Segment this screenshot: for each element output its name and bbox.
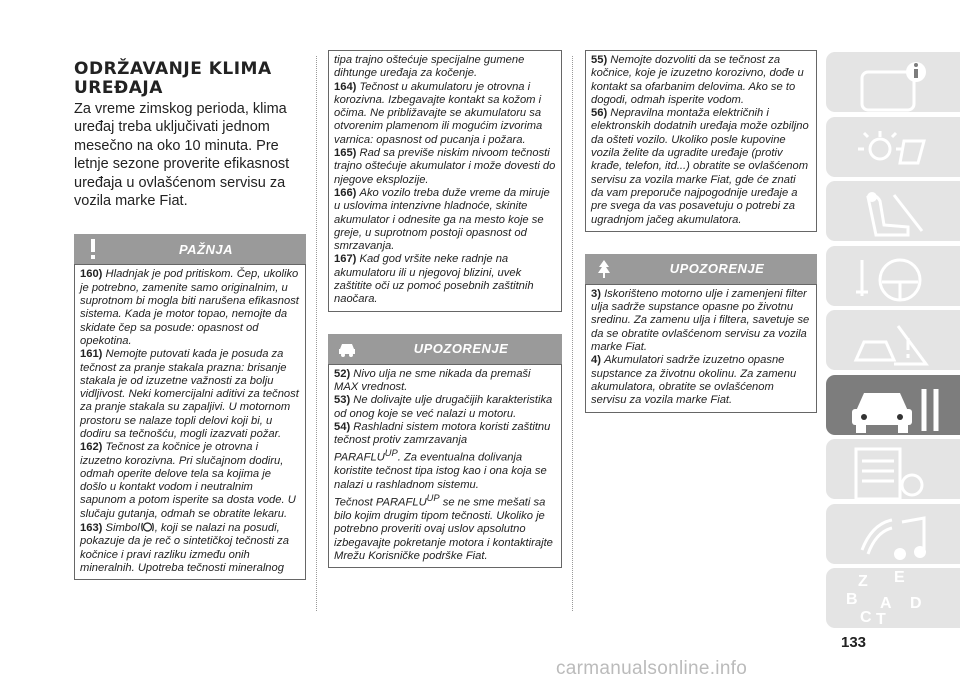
item-text: Akumulatori sadrže izuzetno opasne supstance za životnu okolinu. Za zamenu akumulatora, obratite se ovlašćenom servisu za vozila marke Fiat. <box>591 354 797 407</box>
item-number: 163) <box>80 522 106 535</box>
notice-header <box>328 334 562 364</box>
item-number: 166) <box>334 186 360 199</box>
warning-label: PAŽNJA <box>178 241 234 257</box>
sidebar-tab-car-wrench[interactable] <box>826 375 960 435</box>
item-text: Nepravilna montaža električnih i elektronskih dodatnih uređaja može ozbiljno da ošteti vozilo. Ukoliko posle kupovine vozila želite da ugradite uređaje (protiv krađe, telefon, itd...) obratite se ovlašćenom servisu za vozila marke Fiat, gde će znati da vam preporuče najpogodnije uređaje a pre svega da vas posavetuju o potrebi za ugradnjom jačeg akumulatora. <box>591 107 809 226</box>
warning-item <box>334 492 556 563</box>
item-text: PARAFLU <box>334 452 385 465</box>
warning-item <box>334 421 556 448</box>
intro-paragraph: Za vreme zimskog perioda, klima uređaj treba uključivati jednom mesečno na oko 10 minuta. Pre letnje sezone proverite efikasnost uređaja u ovlašćenom servisu za vozila marke Fiat. <box>74 101 290 210</box>
warning-block-pazanja <box>74 234 306 580</box>
warning-item <box>591 54 811 107</box>
item-text: Tečnost PARAFLU <box>334 496 427 509</box>
sidebar-tab-warning-lights[interactable] <box>826 117 960 177</box>
item-number: 167) <box>334 253 360 266</box>
warning-item <box>591 288 811 354</box>
sidebar-tab-multimedia[interactable] <box>826 504 960 564</box>
item-text: Iskorišteno motorno ulje i zamenjeni filter ulja sadrže supstance opasne po životnu sredinu. Za zamenu ulja i filtera, savetuje se da se obratite ovlašćenom servisu za vozila marke Fiat. <box>591 287 810 354</box>
item-text: tipa trajno oštećuje specijalne gumene dihtunge uređaja za kočenje. <box>334 54 525 80</box>
warning-block-upozorenje <box>328 334 562 569</box>
tree-icon <box>591 258 617 280</box>
item-number: 52) <box>334 367 354 380</box>
item-text: . Za eventualna dolivanja koristite tečnost tipa istog kao i ona koja se nalazi u rashladnom sistemu. <box>334 452 547 491</box>
sidebar-tab-info[interactable] <box>826 52 960 112</box>
item-number: 56) <box>591 107 611 120</box>
item-text: Rashladni sistem motora koristi zaštitnu tečnost protiv zamrzavanja <box>334 420 551 447</box>
svg-text:E: E <box>894 569 905 586</box>
warning-item <box>80 521 300 575</box>
item-text: Kad god vršite neke radnje na akumulatoru ili u njegovoj blizini, uvek zaštitite oči uz pomoć posebnih zaštitnih naočara. <box>334 253 534 306</box>
svg-text:A: A <box>880 595 892 612</box>
environment-label: UPOZORENJE <box>669 261 765 277</box>
warning-item <box>334 394 556 421</box>
item-text: Tečnost za kočnice je otrovna i izuzetno korozivna. Pri slučajnom dodiru, odmah operite delove tela sa kojima je došlo u kontakt vodom i neutralnim sapunom a potom isperite sa dosta vode. U slučaju gutanja, odmah se obratite lekaru. <box>80 441 296 520</box>
item-text: Nivo ulja ne sme nikada da premaši MAX vrednost. <box>334 367 531 393</box>
exclamation-icon <box>80 238 106 260</box>
item-number: 4) <box>591 354 605 367</box>
warning-item <box>334 253 556 306</box>
section-heading <box>74 60 306 98</box>
item-number: 55) <box>591 54 611 66</box>
item-text: Tečnost u akumulatoru je otrovna i korozivna. Izbegavajte kontakt sa kožom i očima. Ne približavajte se akumulatoru sa otvorenim plamenom ili mogućim izvorima varnica: opasnost od pucanja i požara. <box>334 80 543 146</box>
svg-text:B: B <box>846 591 858 608</box>
item-text: se ne sme mešati sa bilo kojim drugim tipom tečnosti. Ukoliko je potrebno proveriti ovaj uslov apsolutno izbegavajte pokretanje motora i kontaktirajte Mrežu Korisničke podrške Fiat. <box>334 496 553 562</box>
warning-item <box>80 441 300 521</box>
item-text: Rad sa previše niskim nivoom tečnosti trajno oštećuje akumulator i može dovesti do njegove eksplozije. <box>334 147 556 186</box>
column-2 <box>328 50 562 568</box>
warning-box-continued <box>328 50 562 312</box>
warning-item <box>334 368 556 395</box>
heading-line-1: ODRŽAVANJE KLIMA <box>74 59 272 79</box>
item-number: 162) <box>80 441 106 454</box>
item-number: 164) <box>334 80 360 93</box>
item-number: 160) <box>80 268 106 281</box>
item-text: , koji se nalazi na posudi, pokazuje da je reč o sintetičkoj tečnosti za kočnice i pravi razliku između onih mineralnih. Upotreba tečnosti mineralnog <box>80 522 289 574</box>
environment-box <box>585 284 817 413</box>
notice-label: UPOZORENJE <box>413 341 509 357</box>
svg-text:C: C <box>860 609 872 626</box>
column-3 <box>585 50 817 413</box>
trademark-sup: UP <box>384 448 398 459</box>
sidebar-tab-alphabet-index[interactable] <box>826 568 960 628</box>
environment-block <box>585 254 817 413</box>
item-text: Nemojte putovati kada je posuda za tečnost za pranje stakala prazna: brisanje stakala je od izuzetne važnosti za bolju vidljivost. Neki komercijalni aditivi za tečnost za pranje stakala su zapaljivi. U motornom prostoru se nalaze topli delovi koji bi, u dodiru sa tečnošću, mogli izazvati požar. <box>80 348 299 440</box>
warning-item <box>334 54 556 81</box>
column-divider <box>316 56 318 611</box>
warning-item <box>334 447 556 492</box>
warning-item <box>80 268 300 348</box>
watermark: carmanualsonline.info <box>556 658 748 679</box>
warning-item <box>591 107 811 227</box>
item-text: Ako vozilo treba duže vreme da miruje u uslovima intenzivne hladnoće, skinite akumulator i odnesite ga na mesto koje se greje, u suprotnom postoji opasnost od smrzavanja. <box>334 186 550 253</box>
warning-item <box>334 81 556 147</box>
item-text: Hladnjak je pod pritiskom. Čep, ukoliko je potrebno, zamenite samo originalnim, u suprotnom bi mogla biti narušena efikasnost sistema. Kada je motor topao, nemojte da skidate čep sa posude: opasnost od opekotina. <box>80 268 299 347</box>
sidebar-tab-accident[interactable] <box>826 310 960 370</box>
item-number: 53) <box>334 394 354 407</box>
sidebar-tab-airbag-seat[interactable] <box>826 181 960 241</box>
column-divider <box>572 56 574 611</box>
trademark-sup: UP <box>426 493 440 504</box>
warning-header <box>74 234 306 264</box>
svg-text:D: D <box>910 595 922 612</box>
item-number: 3) <box>591 287 605 300</box>
warning-item <box>334 147 556 187</box>
environment-header <box>585 254 817 284</box>
sidebar-tab-steering-key[interactable] <box>826 246 960 306</box>
warning-item <box>591 354 811 407</box>
item-text: Nemojte dozvoliti da se tečnost za kočnice, koje je izuzetno korozivno, dođe u kontakt sa ofarbanim delovima. Ako se to dogodi, odmah isperite vodom. <box>591 54 804 106</box>
warning-item <box>80 348 300 441</box>
warning-item <box>334 187 556 253</box>
column-1 <box>74 0 306 580</box>
item-text: Ne dolivajte ulje drugačijih karakteristika od onog koje se već nalazi u motoru. <box>334 394 553 420</box>
notice-box-continued <box>585 50 817 232</box>
brake-fluid-symbol-icon <box>140 522 155 534</box>
sidebar-tab-specs-list[interactable] <box>826 439 960 499</box>
item-text: Simbol <box>105 522 140 535</box>
warning-box <box>74 264 306 580</box>
svg-text:T: T <box>876 611 886 628</box>
item-number: 54) <box>334 420 354 433</box>
page-number: 133 <box>841 634 867 651</box>
svg-text:Z: Z <box>858 573 868 590</box>
notice-box <box>328 364 562 569</box>
item-number: 161) <box>80 348 106 361</box>
item-number: 165) <box>334 147 360 160</box>
heading-line-2: UREĐAJA <box>74 78 163 98</box>
car-oil-icon <box>334 338 360 360</box>
